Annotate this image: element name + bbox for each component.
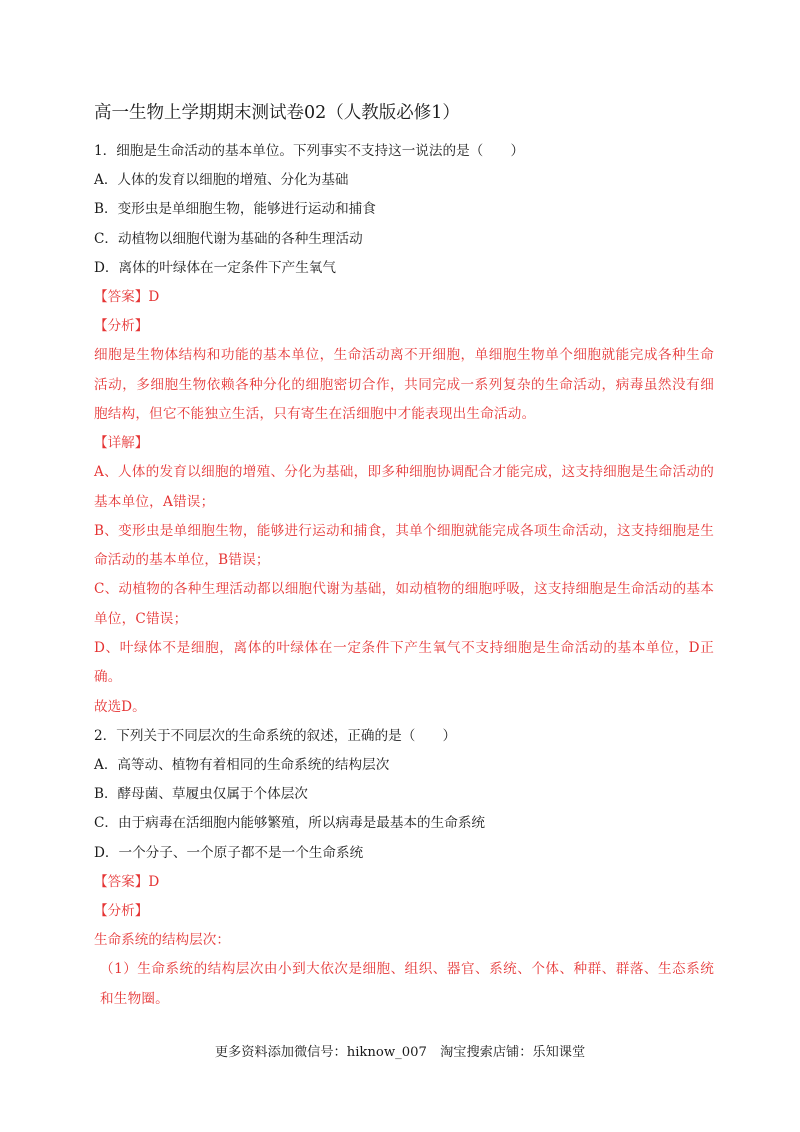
q1-detail-c: C、动植物的各种生理活动都以细胞代谢为基础，如动植物的细胞呼吸，这支持细胞是生命活动的基本单位，C错误； [94, 581, 714, 627]
q1-conclusion: 故选D。 [94, 698, 146, 715]
q2-analysis-heading: 生命系统的结构层次： [94, 932, 230, 949]
q1-option-c: C．动植物以细胞代谢为基础的各种生理活动 [94, 230, 363, 247]
q1-option-b: B．变形虫是单细胞生物，能够进行运动和捕食 [94, 201, 376, 218]
q1-detail-a: A、人体的发育以细胞的增殖、分化为基础，即多种细胞协调配合才能完成，这支持细胞是生命活动的基本单位，A错误； [94, 464, 714, 510]
q1-answer [94, 288, 714, 307]
document-title: 高一生物上学期期末测试卷02（人教版必修1） [94, 103, 460, 123]
q2-option-d: D．一个分子、一个原子都不是一个生命系统 [94, 844, 364, 861]
q2-stem: 2．下列关于不同层次的生命系统的叙述，正确的是（ ） [94, 727, 457, 744]
q1-option-d: D．离体的叶绿体在一定条件下产生氧气 [94, 259, 336, 276]
q2-answer-label: 【答案】 [94, 873, 149, 890]
page-footer: 更多资料添加微信号：hiknow_007 淘宝搜索店铺：乐知课堂 [214, 1045, 586, 1060]
document-page [94, 98, 714, 1019]
q1-option-a: A．人体的发育以细胞的增殖、分化为基础 [94, 172, 349, 189]
q1-detail-label: 【详解】 [94, 435, 149, 452]
q1-answer-value: D [148, 288, 160, 305]
q2-analysis-point-1: （1）生命系统的结构层次由小到大依次是细胞、组织、器官、系统、个体、种群、群落、生态系统和生物圈。 [100, 961, 714, 1007]
q2-option-b: B．酵母菌、草履虫仅属于个体层次 [94, 786, 308, 803]
q2-analysis-label: 【分析】 [94, 902, 149, 919]
q1-detail-d: D、叶绿体不是细胞，离体的叶绿体在一定条件下产生氧气不支持细胞是生命活动的基本单位，D正确。 [94, 640, 714, 686]
q2-option-a: A．高等动、植物有着相同的生命系统的结构层次 [94, 757, 390, 774]
q2-option-c: C．由于病毒在活细胞内能够繁殖，所以病毒是最基本的生命系统 [94, 815, 486, 832]
q1-analysis-label: 【分析】 [94, 318, 149, 335]
q1-stem: 1．细胞是生命活动的基本单位。下列事实不支持这一说法的是（ ） [94, 143, 525, 159]
q1-detail-b: B、变形虫是单细胞生物，能够进行运动和捕食，其单个细胞就能完成各项生命活动，这支持细胞是生命活动的基本单位，B错误； [94, 522, 714, 569]
q1-analysis-text: 细胞是生物体结构和功能的基本单位，生命活动离不开细胞，单细胞生物单个细胞就能完成各种生命活动，多细胞生物依赖各种分化的细胞密切合作，共同完成一系列复杂的生命活动，病毒虽然没有细胞结构，但它不能独立生活，只有寄生在活细胞中才能表现出生命活动。 [94, 347, 714, 422]
q1-answer-label: 【答案】 [94, 288, 149, 305]
q2-answer-value: D [148, 873, 160, 890]
q2-answer [94, 873, 714, 892]
